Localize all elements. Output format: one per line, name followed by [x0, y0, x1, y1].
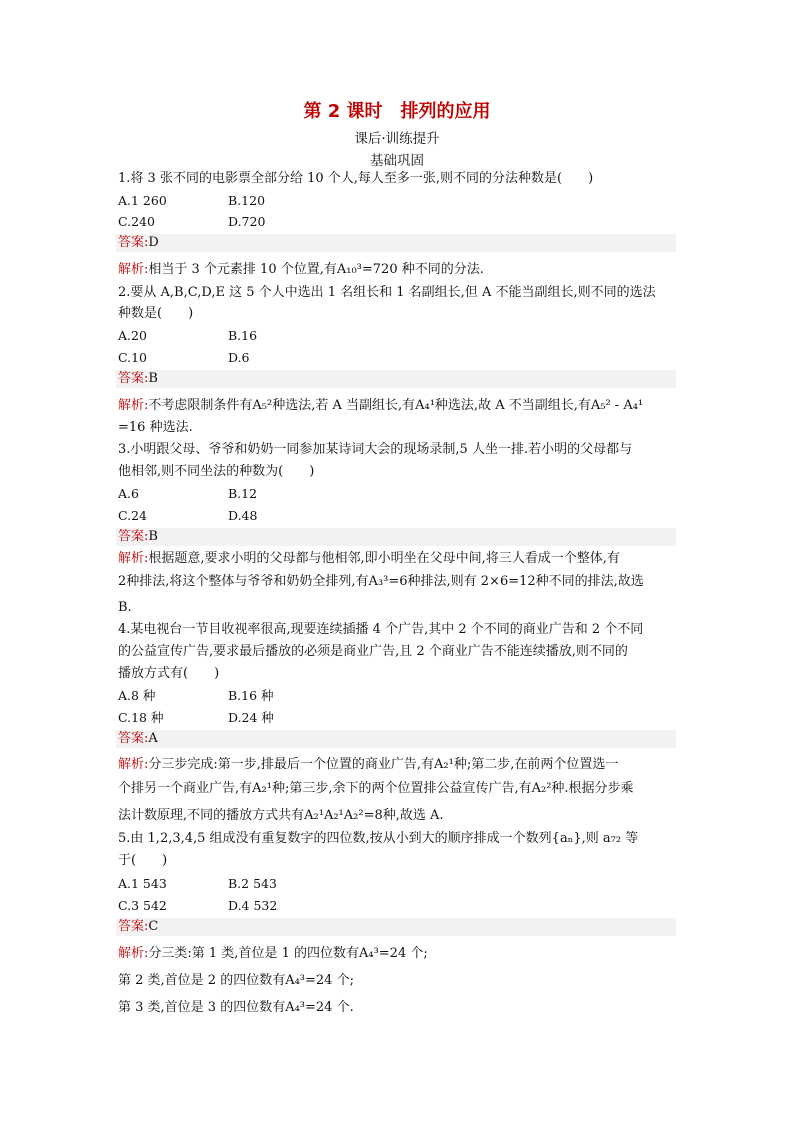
q4-option-c: C.18 种: [118, 710, 164, 725]
q2-option-a: A.20: [118, 328, 147, 343]
q5-explanation-line1: [118, 946, 428, 962]
answer-label: 答案:: [118, 731, 149, 746]
q4-explanation-line1: [118, 757, 618, 773]
q2-explanation-line1: [118, 398, 643, 414]
q5-answer: [118, 919, 158, 935]
explanation-text: 相当于 3 个元素排 10 个位置,有A₁₀³=720 种不同的分法.: [148, 262, 484, 277]
q1-explanation: [118, 262, 484, 278]
q4-option-a: A.8 种: [118, 688, 156, 703]
q3-option-c: C.24: [118, 508, 147, 523]
q2-option-b: B.16: [228, 328, 258, 343]
q4-stem-line2: 的公益宣传广告,要求最后播放的必须是商业广告,且 2 个商业广告不能连续播放,则不同的: [118, 644, 628, 659]
q3-explanation-line3: B.: [118, 600, 132, 615]
q3-stem-line2: 他相邻,则不同坐法的种数为( ): [118, 464, 315, 479]
q5-option-b: B.2 543: [228, 876, 277, 891]
answer-label: 答案:: [118, 371, 149, 386]
q4-stem-line3: 播放方式有( ): [118, 666, 220, 681]
explanation-text: 根据题意,要求小明的父母都与他相邻,即小明坐在父母中间,将三人看成一个整体,有: [148, 551, 620, 566]
page-title: 第 2 课时 排列的应用: [303, 101, 491, 122]
q4-explanation-line3: 法计数原理,不同的播放方式共有A₂¹A₂¹A₂²=8种,故选 A.: [118, 808, 444, 823]
q1-answer: [118, 235, 159, 251]
answer-label: 答案:: [118, 529, 149, 544]
q3-stem-line1: 3.小明跟父母、爷爷和奶奶一同参加某诗词大会的现场录制,5 人坐一排.若小明的父母都与: [118, 442, 633, 457]
answer-value: C: [148, 919, 159, 934]
q5-stem-line1: 5.由 1,2,3,4,5 组成没有重复数字的四位数,按从小到大的顺序排成一个数列{aₙ},则 a₇₂ 等: [118, 831, 639, 846]
q5-option-d: D.4 532: [228, 898, 278, 913]
answer-value: A: [148, 731, 158, 746]
q3-explanation-line2: 2种排法,将这个整体与爷爷和奶奶全排列,有A₃³=6种排法,则有 2×6=12种不同的排法,故选: [118, 574, 644, 589]
q3-explanation-line1: [118, 551, 620, 567]
q3-answer: [118, 529, 158, 545]
q5-answer-box: [116, 918, 676, 936]
subtitle-basic: 基础巩固: [370, 153, 424, 169]
q4-option-b: B.16 种: [228, 688, 274, 703]
q2-stem-line1: 2.要从 A,B,C,D,E 这 5 个人中选出 1 名组长和 1 名副组长,但 A 不能当副组长,则不同的选法: [118, 285, 656, 300]
q2-explanation-line2: =16 种选法.: [118, 420, 193, 435]
q2-option-c: C.10: [118, 350, 147, 365]
explanation-label: 解析:: [118, 946, 149, 961]
q2-option-d: D.6: [228, 350, 250, 365]
answer-value: D: [148, 235, 159, 250]
q1-option-c: C.240: [118, 214, 155, 229]
explanation-text: 分三类:第 1 类,首位是 1 的四位数有A₄³=24 个;: [148, 946, 428, 961]
q5-stem-line2: 于( ): [118, 853, 168, 868]
subtitle-after-class: 课后·训练提升: [354, 131, 440, 147]
q1-option-d: D.720: [228, 214, 266, 229]
explanation-label: 解析:: [118, 757, 149, 772]
answer-value: B: [148, 529, 158, 544]
q3-answer-box: [116, 528, 676, 546]
q2-answer-box: [116, 370, 676, 388]
answer-value: B: [148, 371, 158, 386]
q5-explanation-line3: 第 3 类,首位是 3 的四位数有A₄³=24 个.: [118, 1000, 354, 1015]
answer-label: 答案:: [118, 919, 149, 934]
q4-stem-line1: 4.某电视台一节目收视率很高,现要连续插播 4 个广告,其中 2 个不同的商业广告和 2 个不同: [118, 622, 644, 637]
q5-option-a: A.1 543: [118, 876, 167, 891]
q4-answer: [118, 731, 158, 747]
q1-stem: 1.将 3 张不同的电影票全部分给 10 个人,每人至多一张,则不同的分法种数是( ): [118, 171, 594, 186]
explanation-text: 不考虑限制条件有A₅²种选法,若 A 当副组长,有A₄¹种选法,故 A 不当副组长,有A₅² - A₄¹: [148, 398, 644, 413]
q3-option-d: D.48: [228, 508, 258, 523]
q4-option-d: D.24 种: [228, 710, 274, 725]
q1-option-b: B.120: [228, 193, 266, 208]
q1-answer-box: [116, 234, 676, 252]
q3-option-b: B.12: [228, 486, 258, 501]
q4-answer-box: [116, 730, 676, 748]
q4-explanation-line2: 个排另一个商业广告,有A₂¹种;第三步,余下的两个位置排公益宣传广告,有A₂²种.根据分步乘: [118, 781, 634, 796]
explanation-label: 解析:: [118, 262, 149, 277]
q5-explanation-line2: 第 2 类,首位是 2 的四位数有A₄³=24 个;: [118, 973, 354, 988]
explanation-text: 分三步完成:第一步,排最后一个位置的商业广告,有A₂¹种;第二步,在前两个位置选一: [148, 757, 619, 772]
explanation-label: 解析:: [118, 551, 149, 566]
q2-answer: [118, 371, 158, 387]
q2-stem-line2: 种数是( ): [118, 306, 194, 321]
explanation-label: 解析:: [118, 398, 149, 413]
answer-label: 答案:: [118, 235, 149, 250]
q5-option-c: C.3 542: [118, 898, 167, 913]
q1-option-a: A.1 260: [118, 193, 167, 208]
q3-option-a: A.6: [118, 486, 139, 501]
